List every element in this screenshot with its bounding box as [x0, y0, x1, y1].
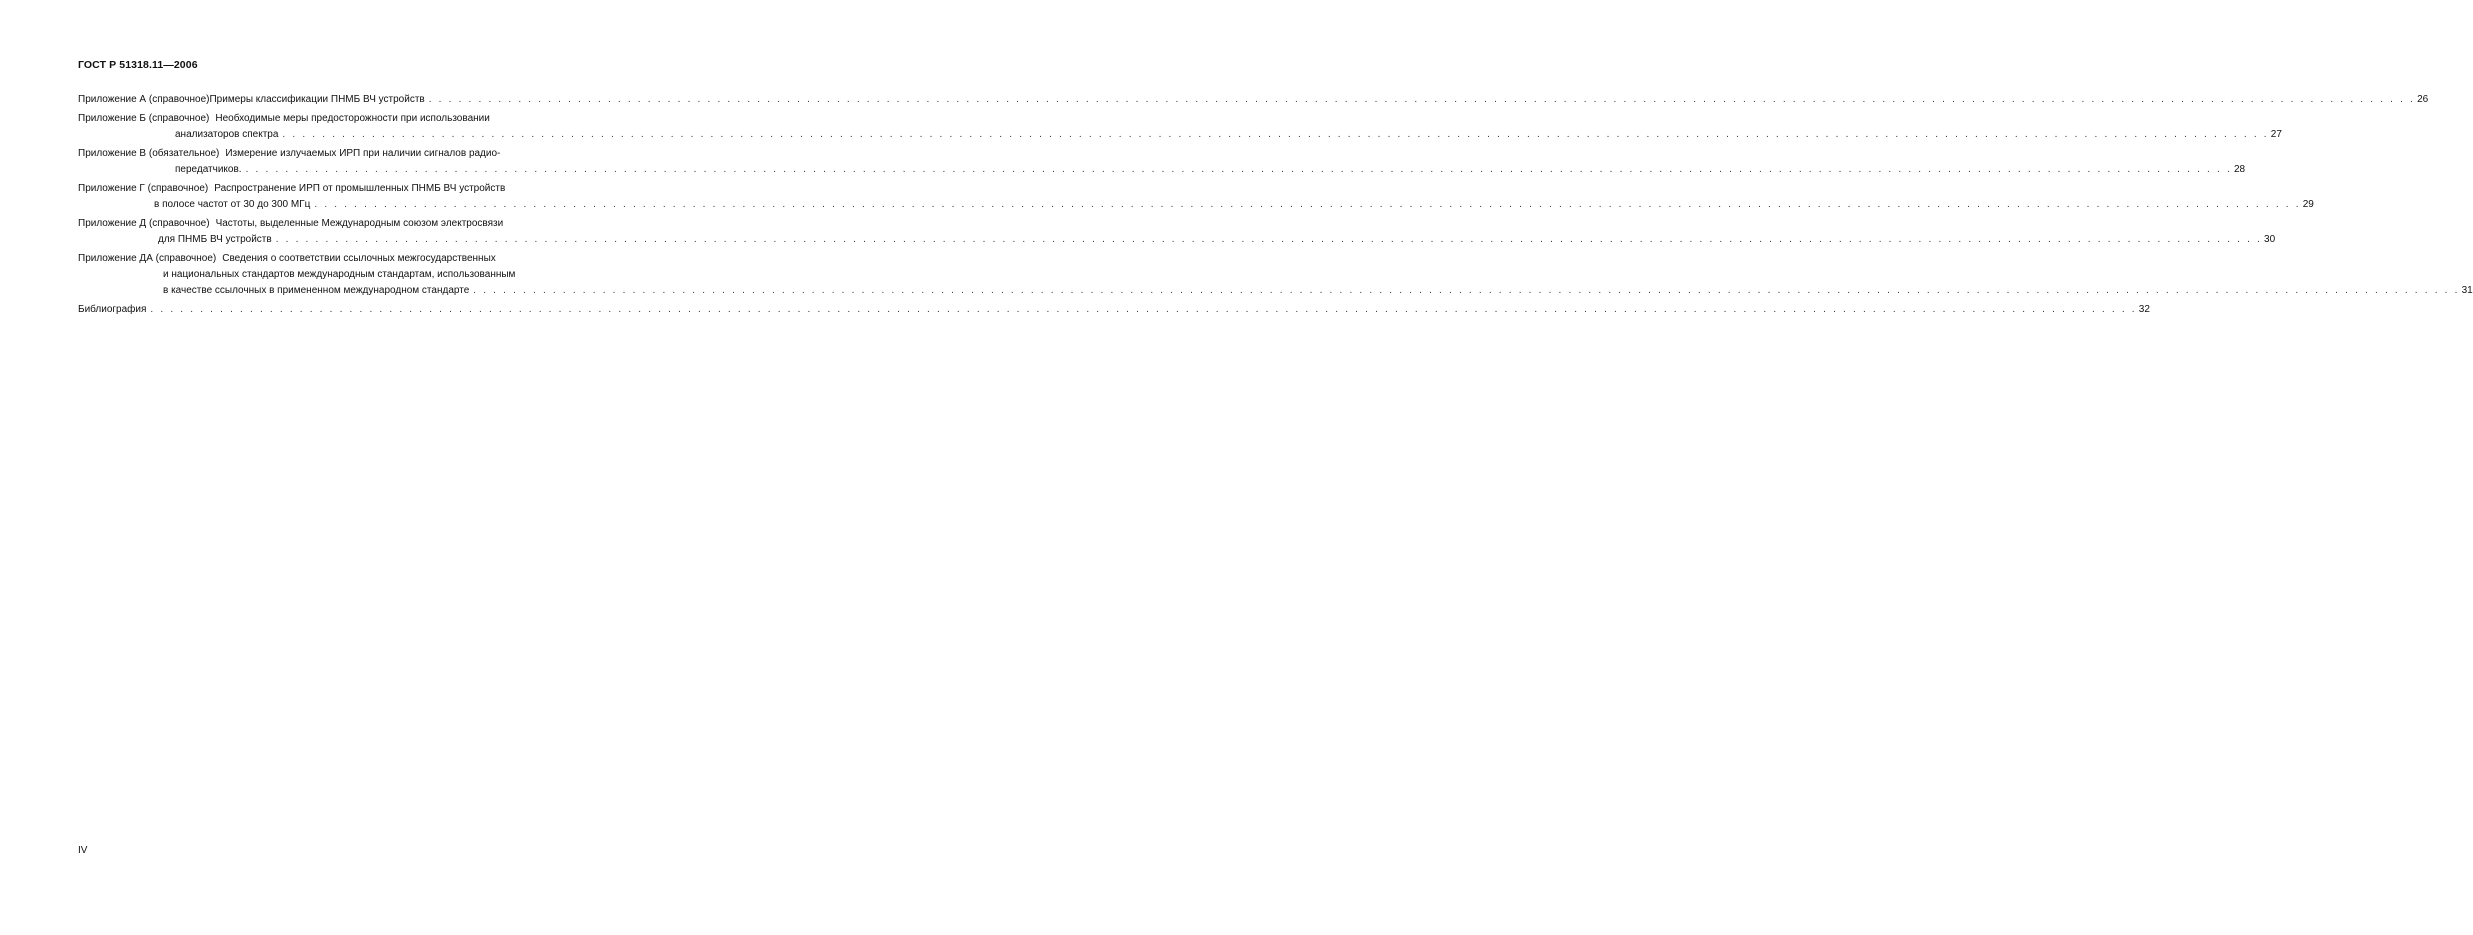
toc-entry-title: передатчиков.	[175, 164, 242, 175]
toc-entry-title: Распространение ИРП от промышленных ПНМБ ВЧ устройств	[214, 183, 506, 194]
toc-page-number: 28	[2233, 164, 2246, 175]
toc-entry-label: Приложение ДА (справочное)	[78, 253, 217, 264]
toc-entry-title: Измерение излучаемых ИРП при наличии сигналов радио-	[225, 148, 501, 159]
toc-line	[78, 92, 2429, 108]
toc-entry-title: для ПНМБ ВЧ устройств	[158, 234, 272, 245]
toc-entry-title: в полосе частот от 30 до 300 МГц	[154, 199, 311, 210]
toc-entry-title: Частоты, выделенные Международным союзом электросвязи	[215, 218, 504, 229]
toc-line	[78, 267, 613, 283]
toc-dot-leader: . . . . . . . . . . . . . . . . . . . . . . . . . . . . . . . . . . . . . . . . . . . . . . . . . . . . . . . . . . . . . . . . . . . . . . . . . . . . . . . . . . . . . . . . . . . . . . . . . . . . . . . . . . . . . . . . . . . . . . . . . . . . . . . . . . . . . . . . . . . . . . . . . . . . . . . . . . . . . . . . . . . . . . . . . . . . . . . . . . . . . . . . . . . . . . . . . . . . . . . .	[314, 199, 2301, 210]
toc-line	[78, 197, 2314, 213]
toc-entry-title: Библиография	[78, 304, 147, 315]
toc-line	[78, 162, 2246, 178]
toc-entry-label: Приложение В (обязательное)	[78, 148, 220, 159]
toc-line	[78, 283, 2473, 299]
toc-dot-leader: . . . . . . . . . . . . . . . . . . . . . . . . . . . . . . . . . . . . . . . . . . . . . . . . . . . . . . . . . . . . . . . . . . . . . . . . . . . . . . . . . . . . . . . . . . . . . . . . . . . . . . . . . . . . . . . . . . . . . . . . . . . . . . . . . . . . . . . . . . . . . . . . . . . . . . . . . . . . . . . . . . . . . . . . . . . . . . . . . . . . . . . . . . . . . . . . . . . . . . . .	[275, 234, 2263, 245]
toc-entry	[78, 92, 2429, 108]
toc-page-number: 29	[2302, 199, 2314, 210]
toc-entry-label: Приложение Б (справочное)	[78, 113, 210, 124]
toc-line	[78, 127, 2282, 143]
toc-entry-title: в качестве ссылочных в примененном международном стандарте	[163, 285, 470, 296]
toc-line	[78, 146, 613, 162]
toc-line	[78, 216, 613, 232]
table-of-contents	[78, 92, 2473, 321]
toc-entry-label: Приложение Г (справочное)	[78, 183, 209, 194]
toc-entry-title: Необходимые меры предосторожности при использовании	[215, 113, 490, 124]
toc-dot-leader: . . . . . . . . . . . . . . . . . . . . . . . . . . . . . . . . . . . . . . . . . . . . . . . . . . . . . . . . . . . . . . . . . . . . . . . . . . . . . . . . . . . . . . . . . . . . . . . . . . . . . . . . . . . . . . . . . . . . . . . . . . . . . . . . . . . . . . . . . . . . . . . . . . . . . . . . . . . . . . . . . . . . . . . . . . . . . . . . . . . . . . . . . . . . . . . . . . . . . . . .	[428, 94, 2416, 105]
toc-entry	[78, 302, 2150, 318]
toc-entry-label: Приложение А (справочное)	[78, 94, 210, 105]
document-header: ГОСТ Р 51318.11—2006	[78, 59, 198, 71]
toc-page-number: 31	[2461, 285, 2473, 296]
toc-entry-title: анализаторов спектра	[175, 129, 279, 140]
toc-entry-label: Приложение Д (справочное)	[78, 218, 210, 229]
toc-line	[78, 111, 613, 127]
toc-dot-leader: . . . . . . . . . . . . . . . . . . . . . . . . . . . . . . . . . . . . . . . . . . . . . . . . . . . . . . . . . . . . . . . . . . . . . . . . . . . . . . . . . . . . . . . . . . . . . . . . . . . . . . . . . . . . . . . . . . . . . . . . . . . . . . . . . . . . . . . . . . . . . . . . . . . . . . . . . . . . . . . . . . . . . . . . . . . . . . . . . . . . . . . . . . . . . . . . . . . . . . . .	[245, 164, 2232, 175]
toc-entry	[78, 216, 2276, 248]
toc-dot-leader: . . . . . . . . . . . . . . . . . . . . . . . . . . . . . . . . . . . . . . . . . . . . . . . . . . . . . . . . . . . . . . . . . . . . . . . . . . . . . . . . . . . . . . . . . . . . . . . . . . . . . . . . . . . . . . . . . . . . . . . . . . . . . . . . . . . . . . . . . . . . . . . . . . . . . . . . . . . . . . . . . . . . . . . . . . . . . . . . . . . . . . . . . . . . . . . . . . . . . . . .	[473, 285, 2460, 296]
toc-line	[78, 181, 613, 197]
toc-entry	[78, 111, 2282, 143]
toc-page-number: 27	[2270, 129, 2282, 140]
toc-entry	[78, 251, 2473, 299]
toc-line	[78, 302, 2150, 318]
toc-line	[78, 232, 2276, 248]
toc-page-number: 30	[2264, 234, 2276, 245]
toc-dot-leader: . . . . . . . . . . . . . . . . . . . . . . . . . . . . . . . . . . . . . . . . . . . . . . . . . . . . . . . . . . . . . . . . . . . . . . . . . . . . . . . . . . . . . . . . . . . . . . . . . . . . . . . . . . . . . . . . . . . . . . . . . . . . . . . . . . . . . . . . . . . . . . . . . . . . . . . . . . . . . . . . . . . . . . . . . . . . . . . . . . . . . . . . . . . . . . . . . . . . . . . .	[282, 129, 2269, 140]
toc-entry-title: Примеры классификации ПНМБ ВЧ устройств	[209, 94, 425, 105]
toc-dot-leader: . . . . . . . . . . . . . . . . . . . . . . . . . . . . . . . . . . . . . . . . . . . . . . . . . . . . . . . . . . . . . . . . . . . . . . . . . . . . . . . . . . . . . . . . . . . . . . . . . . . . . . . . . . . . . . . . . . . . . . . . . . . . . . . . . . . . . . . . . . . . . . . . . . . . . . . . . . . . . . . . . . . . . . . . . . . . . . . . . . . . . . . . . . . . . . . . . . . . . . . .	[150, 304, 2137, 315]
page-number: IV	[78, 845, 88, 856]
toc-entry-title: и национальных стандартов международным стандартам, использованным	[163, 269, 516, 280]
toc-page-number: 32	[2138, 304, 2150, 315]
toc-entry	[78, 146, 2246, 178]
toc-entry-title: Сведения о соответствии ссылочных межгосударственных	[222, 253, 496, 264]
toc-page-number: 26	[2417, 94, 2429, 105]
toc-entry	[78, 181, 2314, 213]
toc-line	[78, 251, 613, 267]
